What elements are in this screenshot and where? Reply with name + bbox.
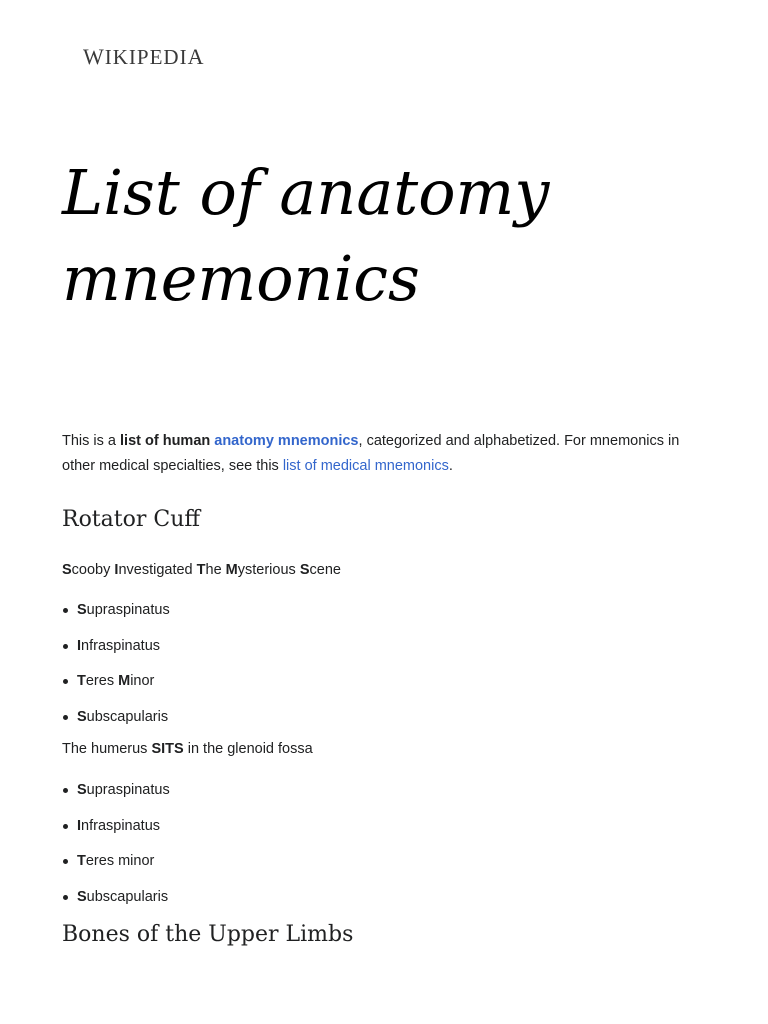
list-item [62,638,170,674]
section-heading-upper-limbs: Bones of the Upper Limbs [62,922,354,947]
bullet [63,679,68,684]
list-item [62,709,170,745]
item-initial: S [77,602,87,618]
item-text-2: inor [130,673,155,689]
item-text: upraspinatus [86,782,170,798]
item-initial: S [77,888,87,905]
mnemonic-letter: T [196,562,206,578]
item-text: nfraspinatus [81,637,161,654]
list-item [62,853,170,889]
mnemonic-letter: M [225,562,238,578]
mnemonic-letter: S [62,562,72,578]
title-line-1: List of anatomy [62,156,550,229]
mnemonic-word: he [205,562,226,578]
item-initial: I [77,637,82,654]
item-initial: T [77,853,86,869]
title-line-2: mnemonics [62,242,420,315]
intro-text-1: This is a [62,433,121,449]
bullet [63,788,68,793]
bullet [63,644,68,649]
anatomy-mnemonics-link-text: anatomy mnemonics [214,433,359,449]
item-initial-2: M [118,673,131,689]
bullet [63,824,68,829]
mnemonic-letter: I [114,562,119,578]
item-text: eres [85,673,119,689]
item-text: nfraspinatus [81,817,161,834]
wikipedia-wordmark[interactable] [83,44,204,70]
list-item [62,782,170,818]
intro-paragraph [62,429,712,479]
item-text: ubscapularis [86,708,169,725]
item-initial: S [77,708,87,725]
list-item [62,673,170,709]
list-item [62,818,170,854]
list-item [62,602,170,638]
item-text: eres minor [85,853,155,869]
wordmark-last: A [187,44,205,69]
bullet [63,895,68,900]
item-initial: I [77,817,82,834]
mnemonic-humerus-sits [62,741,313,757]
intro-bold: list of human [120,433,215,449]
mnemonic-word: ysterious [237,562,300,578]
mnemonic-word: nvestigated [118,562,197,578]
anatomy-mnemonics-link[interactable] [214,433,358,449]
wordmark-rest: IKIPEDI [104,45,188,69]
item-initial: T [77,673,86,689]
item-text: upraspinatus [86,602,170,618]
bullet [63,715,68,720]
mnemonic-text-pre: The humerus [62,741,152,757]
intro-text-2: , categorized and alphabetized. For mnemonics in other medical specialties, see this [62,433,680,474]
page-title [62,150,712,322]
item-text: ubscapularis [86,888,169,905]
list-item [62,889,170,925]
mnemonic-scooby [62,562,341,578]
wordmark-first: W [83,44,105,69]
mnemonic-word: cooby [71,562,115,578]
mnemonic-letter: S [299,562,310,578]
mnemonic-word: cene [309,562,341,578]
mnemonic-text-post: in the glenoid fossa [183,741,313,757]
intro-text-3: . [448,458,453,474]
rotator-cuff-list-1 [62,602,170,744]
medical-mnemonics-link[interactable]: list of medical mnemonics [282,458,449,474]
section-heading-rotator-cuff: Rotator Cuff [62,507,200,532]
bullet [63,608,68,613]
mnemonic-acronym: SITS [151,741,184,757]
item-initial: S [77,782,87,798]
rotator-cuff-list-2 [62,782,170,924]
bullet [63,859,68,864]
